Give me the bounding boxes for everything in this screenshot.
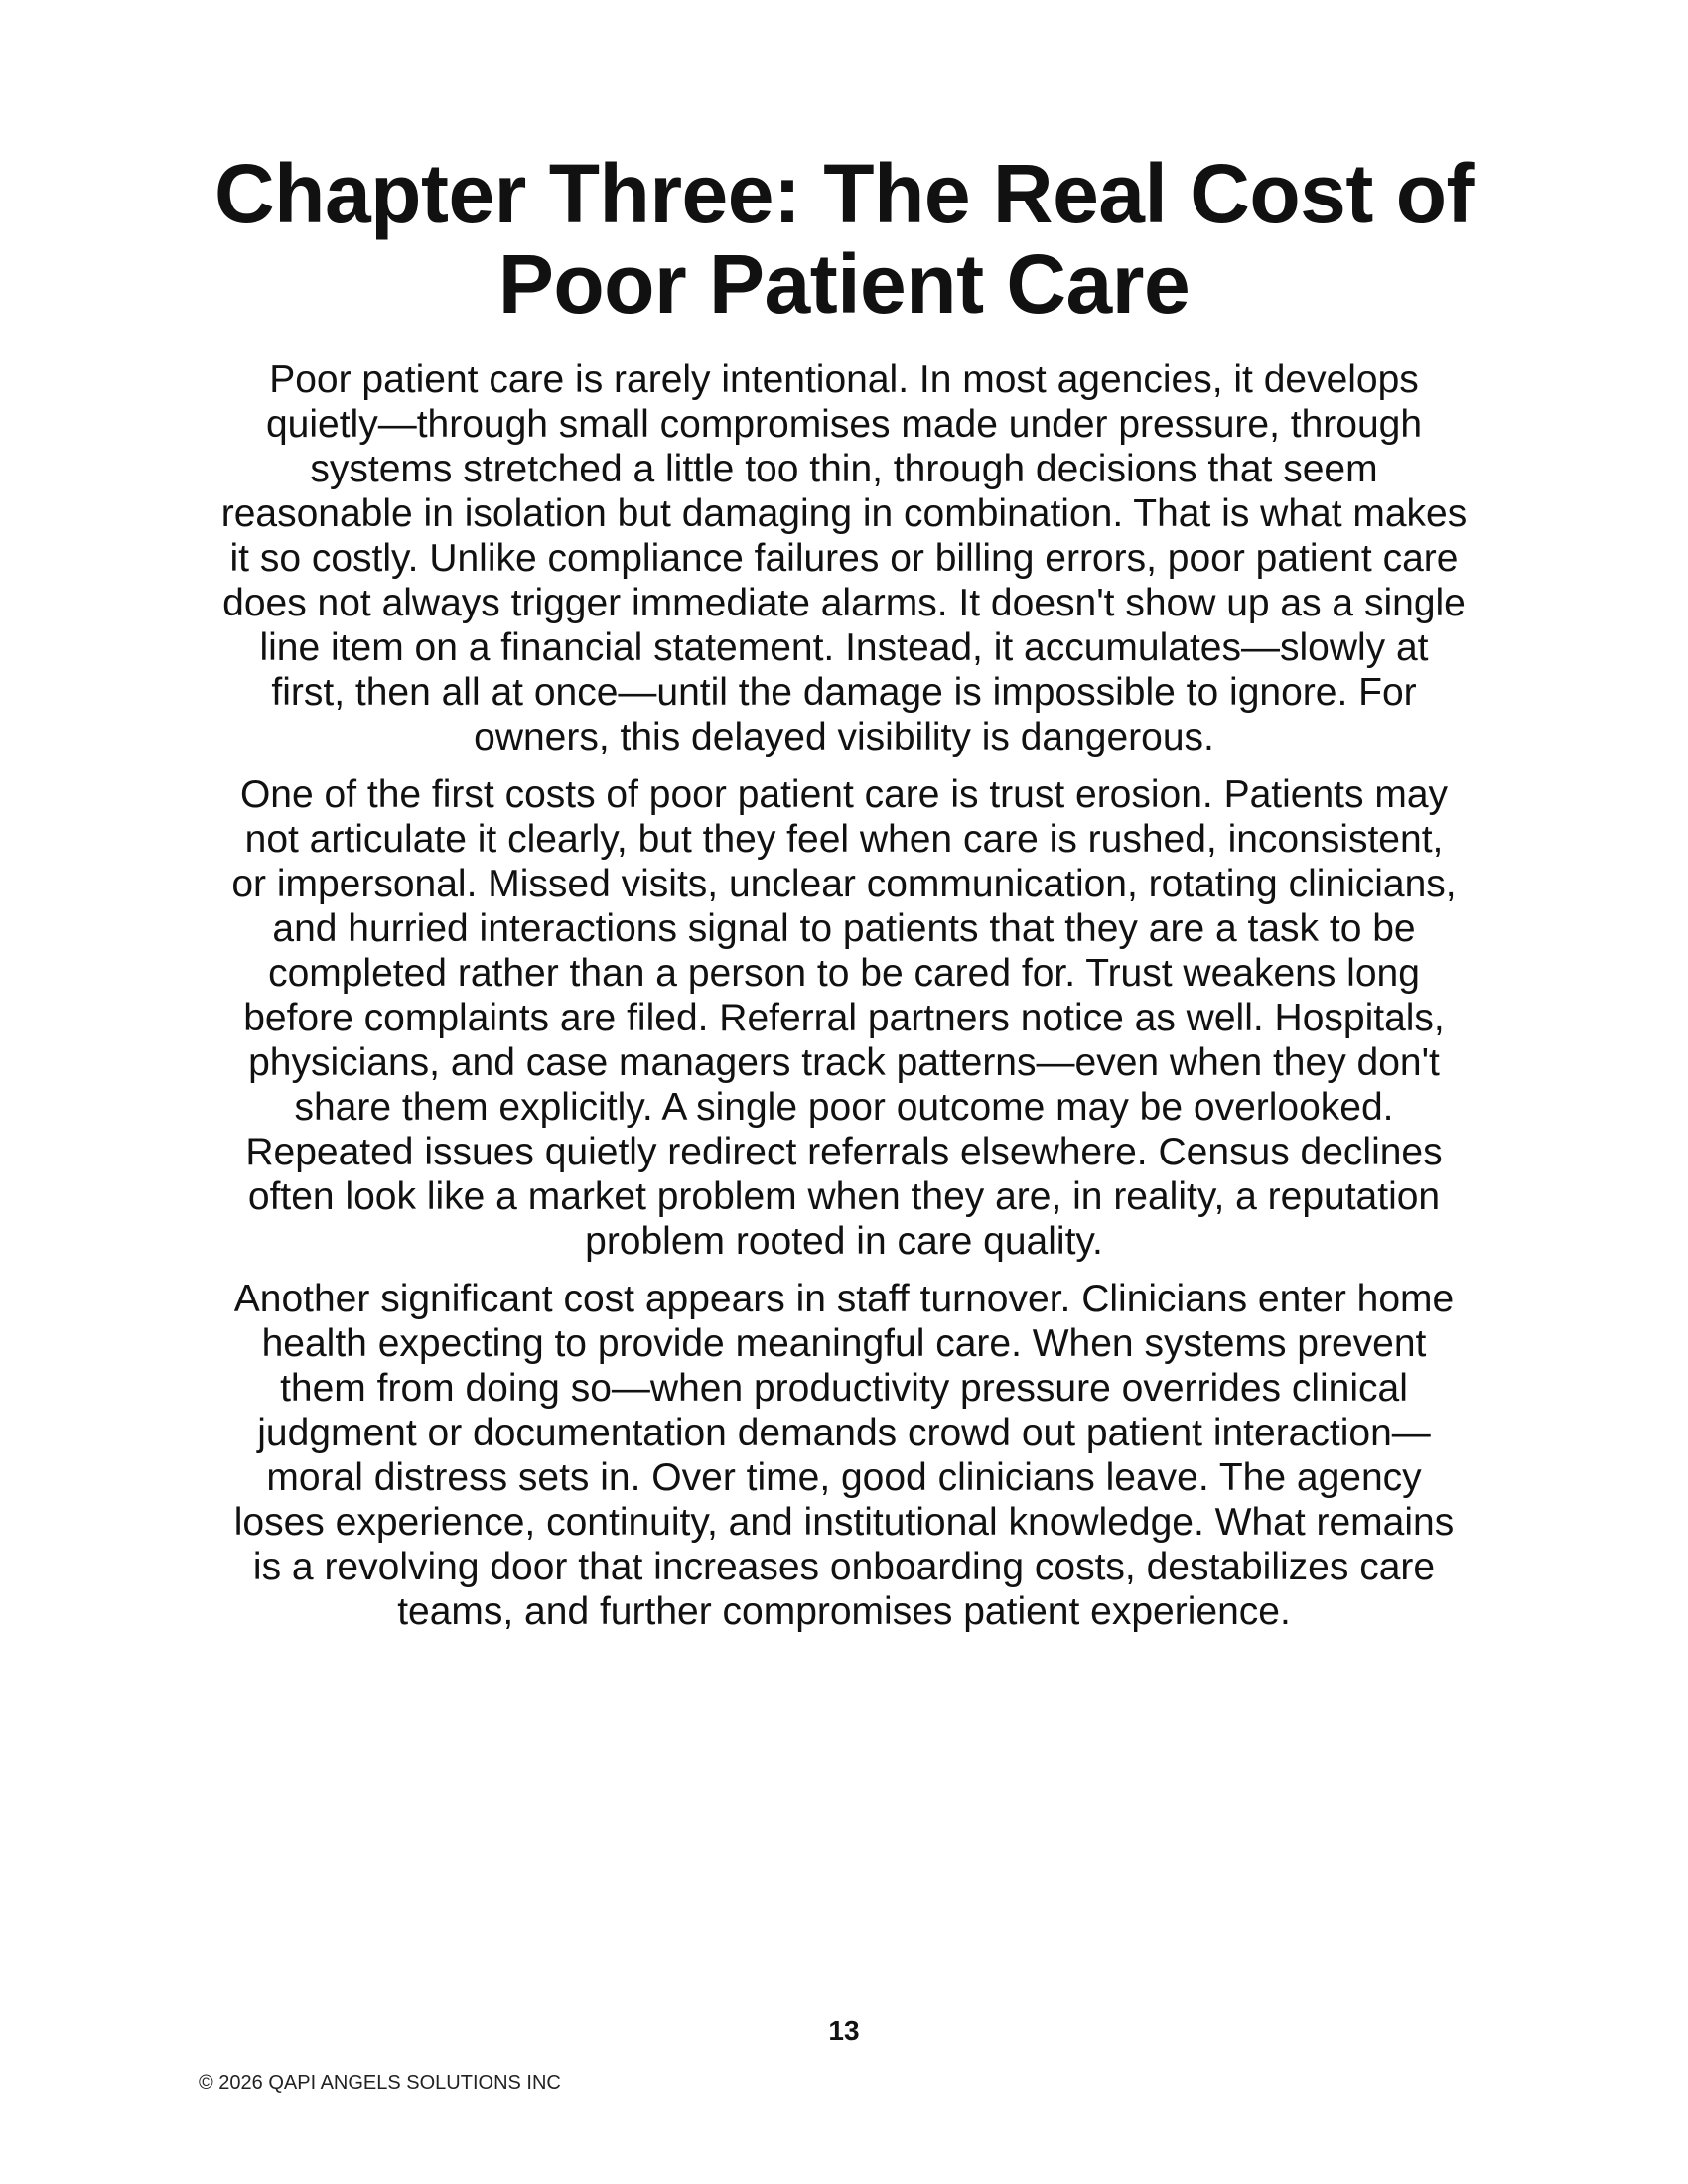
chapter-body <box>149 357 1539 1647</box>
paragraph-line: reasonable in isolation but damaging in combination. That is what makes <box>220 492 1468 535</box>
paragraph-line: quietly—through small compromises made under pressure, through <box>265 403 1423 446</box>
paragraph-line: before complaints are filed. Referral partners notice as well. Hospitals, <box>243 997 1445 1039</box>
paragraph-line: loses experience, continuity, and institutional knowledge. What remains <box>233 1501 1455 1544</box>
paragraph-line: health expecting to provide meaningful care. When systems prevent <box>261 1322 1427 1365</box>
paragraph-line: does not always trigger immediate alarms. It doesn't show up as a single <box>222 582 1466 624</box>
paragraph-intro <box>149 357 1539 759</box>
paragraph-line: problem rooted in care quality. <box>585 1220 1103 1263</box>
paragraph-line: owners, this delayed visibility is dangerous. <box>474 716 1214 758</box>
paragraph-line: teams, and further compromises patient experience. <box>397 1590 1291 1633</box>
paragraph-line: first, then all at once—until the damage is impossible to ignore. For <box>271 671 1417 714</box>
paragraph-line: often look like a market problem when they are, in reality, a reputation <box>247 1175 1441 1218</box>
paragraph-line: moral distress sets in. Over time, good clinicians leave. The agency <box>266 1456 1422 1499</box>
paragraph-trust-erosion <box>149 772 1539 1264</box>
chapter-title-line: Poor Patient Care <box>497 237 1191 331</box>
page-number: 13 <box>828 2015 860 2046</box>
paragraph-line: and hurried interactions signal to patients that they are a task to be <box>272 907 1416 950</box>
paragraph-line: physicians, and case managers track patterns—even when they don't <box>248 1041 1440 1084</box>
paragraph-line: share them explicitly. A single poor outcome may be overlooked. <box>294 1086 1394 1129</box>
paragraph-line: Poor patient care is rarely intentional. In most agencies, it develops <box>269 358 1419 401</box>
paragraph-line: completed rather than a person to be cared for. Trust weakens long <box>268 952 1420 995</box>
paragraph-line: is a revolving door that increases onboarding costs, destabilizes care <box>252 1546 1436 1588</box>
paragraph-line: judgment or documentation demands crowd out patient interaction— <box>257 1412 1431 1454</box>
paragraph-line: them from doing so—when productivity pressure overrides clinical <box>280 1367 1408 1410</box>
paragraph-line: not articulate it clearly, but they feel when care is rushed, inconsistent, <box>244 818 1444 861</box>
paragraph-line: it so costly. Unlike compliance failures or billing errors, poor patient care <box>229 537 1459 580</box>
paragraph-line: One of the first costs of poor patient care is trust erosion. Patients may <box>239 773 1449 816</box>
paragraph-staff-turnover <box>149 1277 1539 1634</box>
chapter-title <box>149 149 1539 330</box>
paragraph-line: or impersonal. Missed visits, unclear communication, rotating clinicians, <box>231 863 1457 905</box>
paragraph-line: Another significant cost appears in staff turnover. Clinicians enter home <box>233 1278 1455 1320</box>
paragraph-line: systems stretched a little too thin, through decisions that seem <box>310 448 1378 490</box>
copyright-notice: © 2026 QAPI ANGELS SOLUTIONS INC <box>199 2072 561 2094</box>
paragraph-line: line item on a financial statement. Instead, it accumulates—slowly at <box>259 626 1429 669</box>
paragraph-line: Repeated issues quietly redirect referrals elsewhere. Census declines <box>245 1131 1443 1173</box>
chapter-title-line: Chapter Three: The Real Cost of <box>213 147 1474 240</box>
